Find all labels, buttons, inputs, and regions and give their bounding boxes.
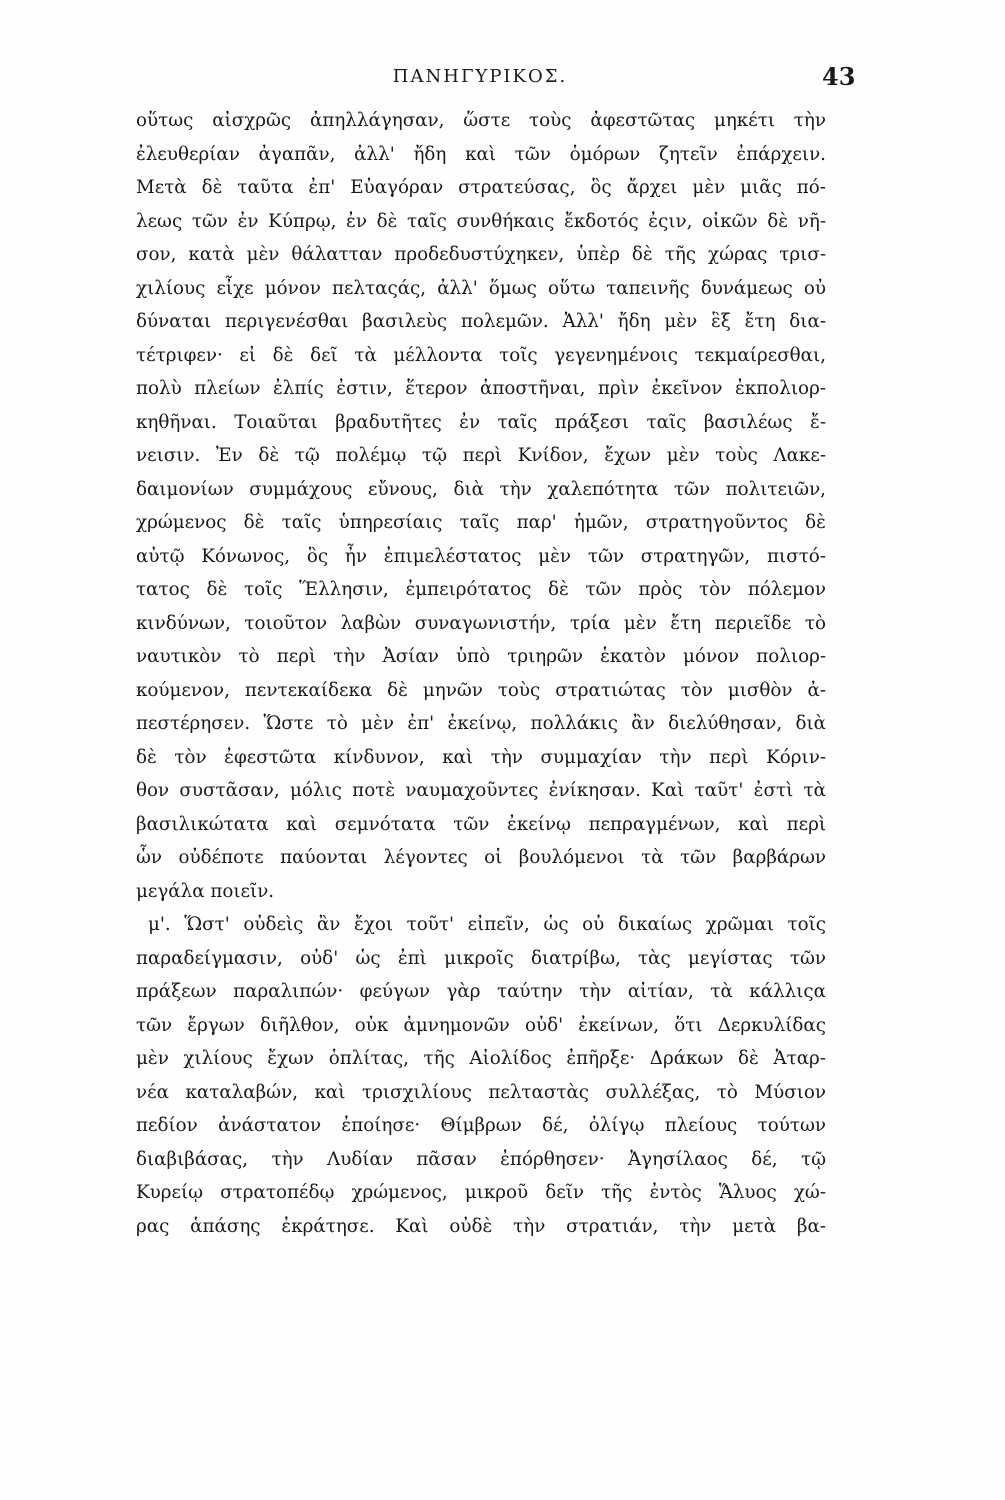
text-line: τῶν ἔργων διῆλθον, οὐκ ἀμνημονῶν οὐδ' ἐκείνων, ὅτι Δερκυλίδας: [136, 1014, 826, 1036]
text-line-paragraph-end: μεγάλα ποιεῖν.: [136, 880, 275, 902]
text-line: βασιλικώτατα καὶ σεμνότατα τῶν ἐκείνῳ πεπραγμένων, καὶ περὶ: [136, 813, 826, 835]
text-line: μὲν χιλίους ἔχων ὁπλίτας, τῆς Αἰολίδος ἐπῆρξε· Δράκων δὲ Ἀταρ-: [136, 1048, 826, 1069]
text-line: δὲ τὸν ἐφεστῶτα κίνδυνον, καὶ τὴν συμμαχίαν τὴν περὶ Κόριν-: [136, 746, 826, 768]
text-line: ὧν οὐδέποτε παύονται λέγοντες οἱ βουλόμενοι τὰ τῶν βαρβάρων: [136, 847, 826, 868]
text-line: οὕτως αἰσχρῶς ἀπηλλάγησαν, ὥστε τοὺς ἀφεστῶτας μηκέτι τὴν: [136, 110, 826, 131]
text-line: χρώμενος δὲ ταῖς ὑπηρεσίαις ταῖς παρ' ἡμῶν, στρατηγοῦντος δὲ: [136, 512, 826, 533]
text-line-section-start: μ'. Ὥστ' οὐδεὶς ἂν ἔχοι τοῦτ' εἰπεῖν, ὡς οὐ δικαίως χρῶμαι τοῖς: [148, 914, 826, 935]
text-line: Κυρείῳ στρατοπέδῳ χρώμενος, μικροῦ δεῖν τῆς ἐντὸς Ἅλυος χώ-: [136, 1182, 826, 1203]
text-line: κινδύνων, τοιοῦτον λαβὼν συναγωνιστήν, τρία μὲν ἔτη περιεῖδε τὸ: [136, 612, 826, 634]
text-line: τατος δὲ τοῖς Ἕλλησιν, ἐμπειρότατος δὲ τῶν πρὸς τὸν πόλεμον: [136, 579, 826, 600]
body-text: [136, 104, 826, 1243]
text-line: διαβιβάσας, τὴν Λυδίαν πᾶσαν ἐπόρθησεν· Ἀγησίλαος δέ, τῷ: [136, 1148, 826, 1170]
text-line: πεστέρησεν. Ὥστε τὸ μὲν ἐπ' ἐκείνῳ, πολλάκις ἂν διελύθησαν, διὰ: [136, 713, 826, 734]
text-line: θον συστᾶσαν, μόλις ποτὲ ναυμαχοῦντες ἐνίκησαν. Καὶ ταῦτ' ἐστὶ τὰ: [136, 780, 826, 801]
text-line: σον, κατὰ μὲν θάλατταν προδεδυστύχηκεν, ὑπὲρ δὲ τῆς χώρας τρισ-: [136, 244, 826, 265]
text-line: νέα καταλαβών, καὶ τρισχιλίους πελταστὰς συλλέξας, τὸ Μύσιον: [136, 1081, 826, 1103]
page-number: 43: [822, 62, 856, 91]
text-line: πολὺ πλείων ἐλπίς ἐστιν, ἕτερον ἀποστῆναι, πρὶν ἐκεῖνον ἐκπολιορ-: [136, 378, 826, 399]
text-line: τέτριφεν· εἰ δὲ δεῖ τὰ μέλλοντα τοῖς γεγενημένοις τεκμαίρεσθαι,: [136, 344, 826, 366]
text-line: ἐλευθερίαν ἀγαπᾶν, ἀλλ' ἤδη καὶ τῶν ὁμόρων ζητεῖν ἐπάρχειν.: [136, 143, 826, 165]
text-line: πεδίον ἀνάστατον ἐποίησε· Θίμβρων δέ, ὀλίγῳ πλείους τούτων: [136, 1115, 826, 1136]
text-line: κηθῆναι. Τοιαῦται βραδυτῆτες ἐν ταῖς πράξεσι ταῖς βασιλέως ἔ-: [136, 411, 826, 433]
text-line: δαιμονίων συμμάχους εὔνους, διὰ τὴν χαλεπότητα τῶν πολιτειῶν,: [136, 478, 826, 500]
running-title: ΠΑΝΗΓΥΡΙΚΟΣ.: [392, 66, 568, 87]
text-line: χιλίους εἶχε μόνον πελταςάς, ἀλλ' ὅμως οὕτω ταπεινῆς δυνάμεως οὐ: [136, 277, 826, 299]
text-line: ναυτικὸν τὸ περὶ τὴν Ἀσίαν ὑπὸ τριηρῶν ἑκατὸν μόνον πολιορ-: [136, 646, 826, 667]
text-line: νεισιν. Ἐν δὲ τῷ πολέμῳ τῷ περὶ Κνίδον, ἔχων μὲν τοὺς Λακε-: [136, 445, 826, 466]
text-line: λεως τῶν ἐν Κύπρῳ, ἐν δὲ ταῖς συνθήκαις ἔκδοτός ἐςιν, οἰκῶν δὲ νῆ-: [136, 210, 826, 232]
text-line: παραδείγμασιν, οὐδ' ὡς ἐπὶ μικροῖς διατρίβω, τὰς μεγίστας τῶν: [136, 947, 826, 969]
running-head: [100, 62, 860, 94]
text-line: πράξεων παραλιπών· φεύγων γὰρ ταύτην τὴν αἰτίαν, τὰ κάλλιςα: [136, 981, 826, 1002]
text-line: κούμενον, πεντεκαίδεκα δὲ μηνῶν τοὺς στρατιώτας τὸν μισθὸν ἀ-: [136, 679, 826, 701]
text-line: ρας ἁπάσης ἐκράτησε. Καὶ οὐδὲ τὴν στρατιάν, τὴν μετὰ βα-: [136, 1215, 826, 1237]
text-line: αὐτῷ Κόνωνος, ὃς ἦν ἐπιμελέστατος μὲν τῶν στρατηγῶν, πιστό-: [136, 545, 826, 567]
text-line: Μετὰ δὲ ταῦτα ἐπ' Εὐαγόραν στρατεύσας, ὃς ἄρχει μὲν μιᾶς πό-: [136, 177, 826, 198]
text-line: δύναται περιγενέσθαι βασιλεὺς πολεμῶν. Ἀλλ' ἤδη μὲν ἓξ ἔτη δια-: [136, 311, 826, 332]
